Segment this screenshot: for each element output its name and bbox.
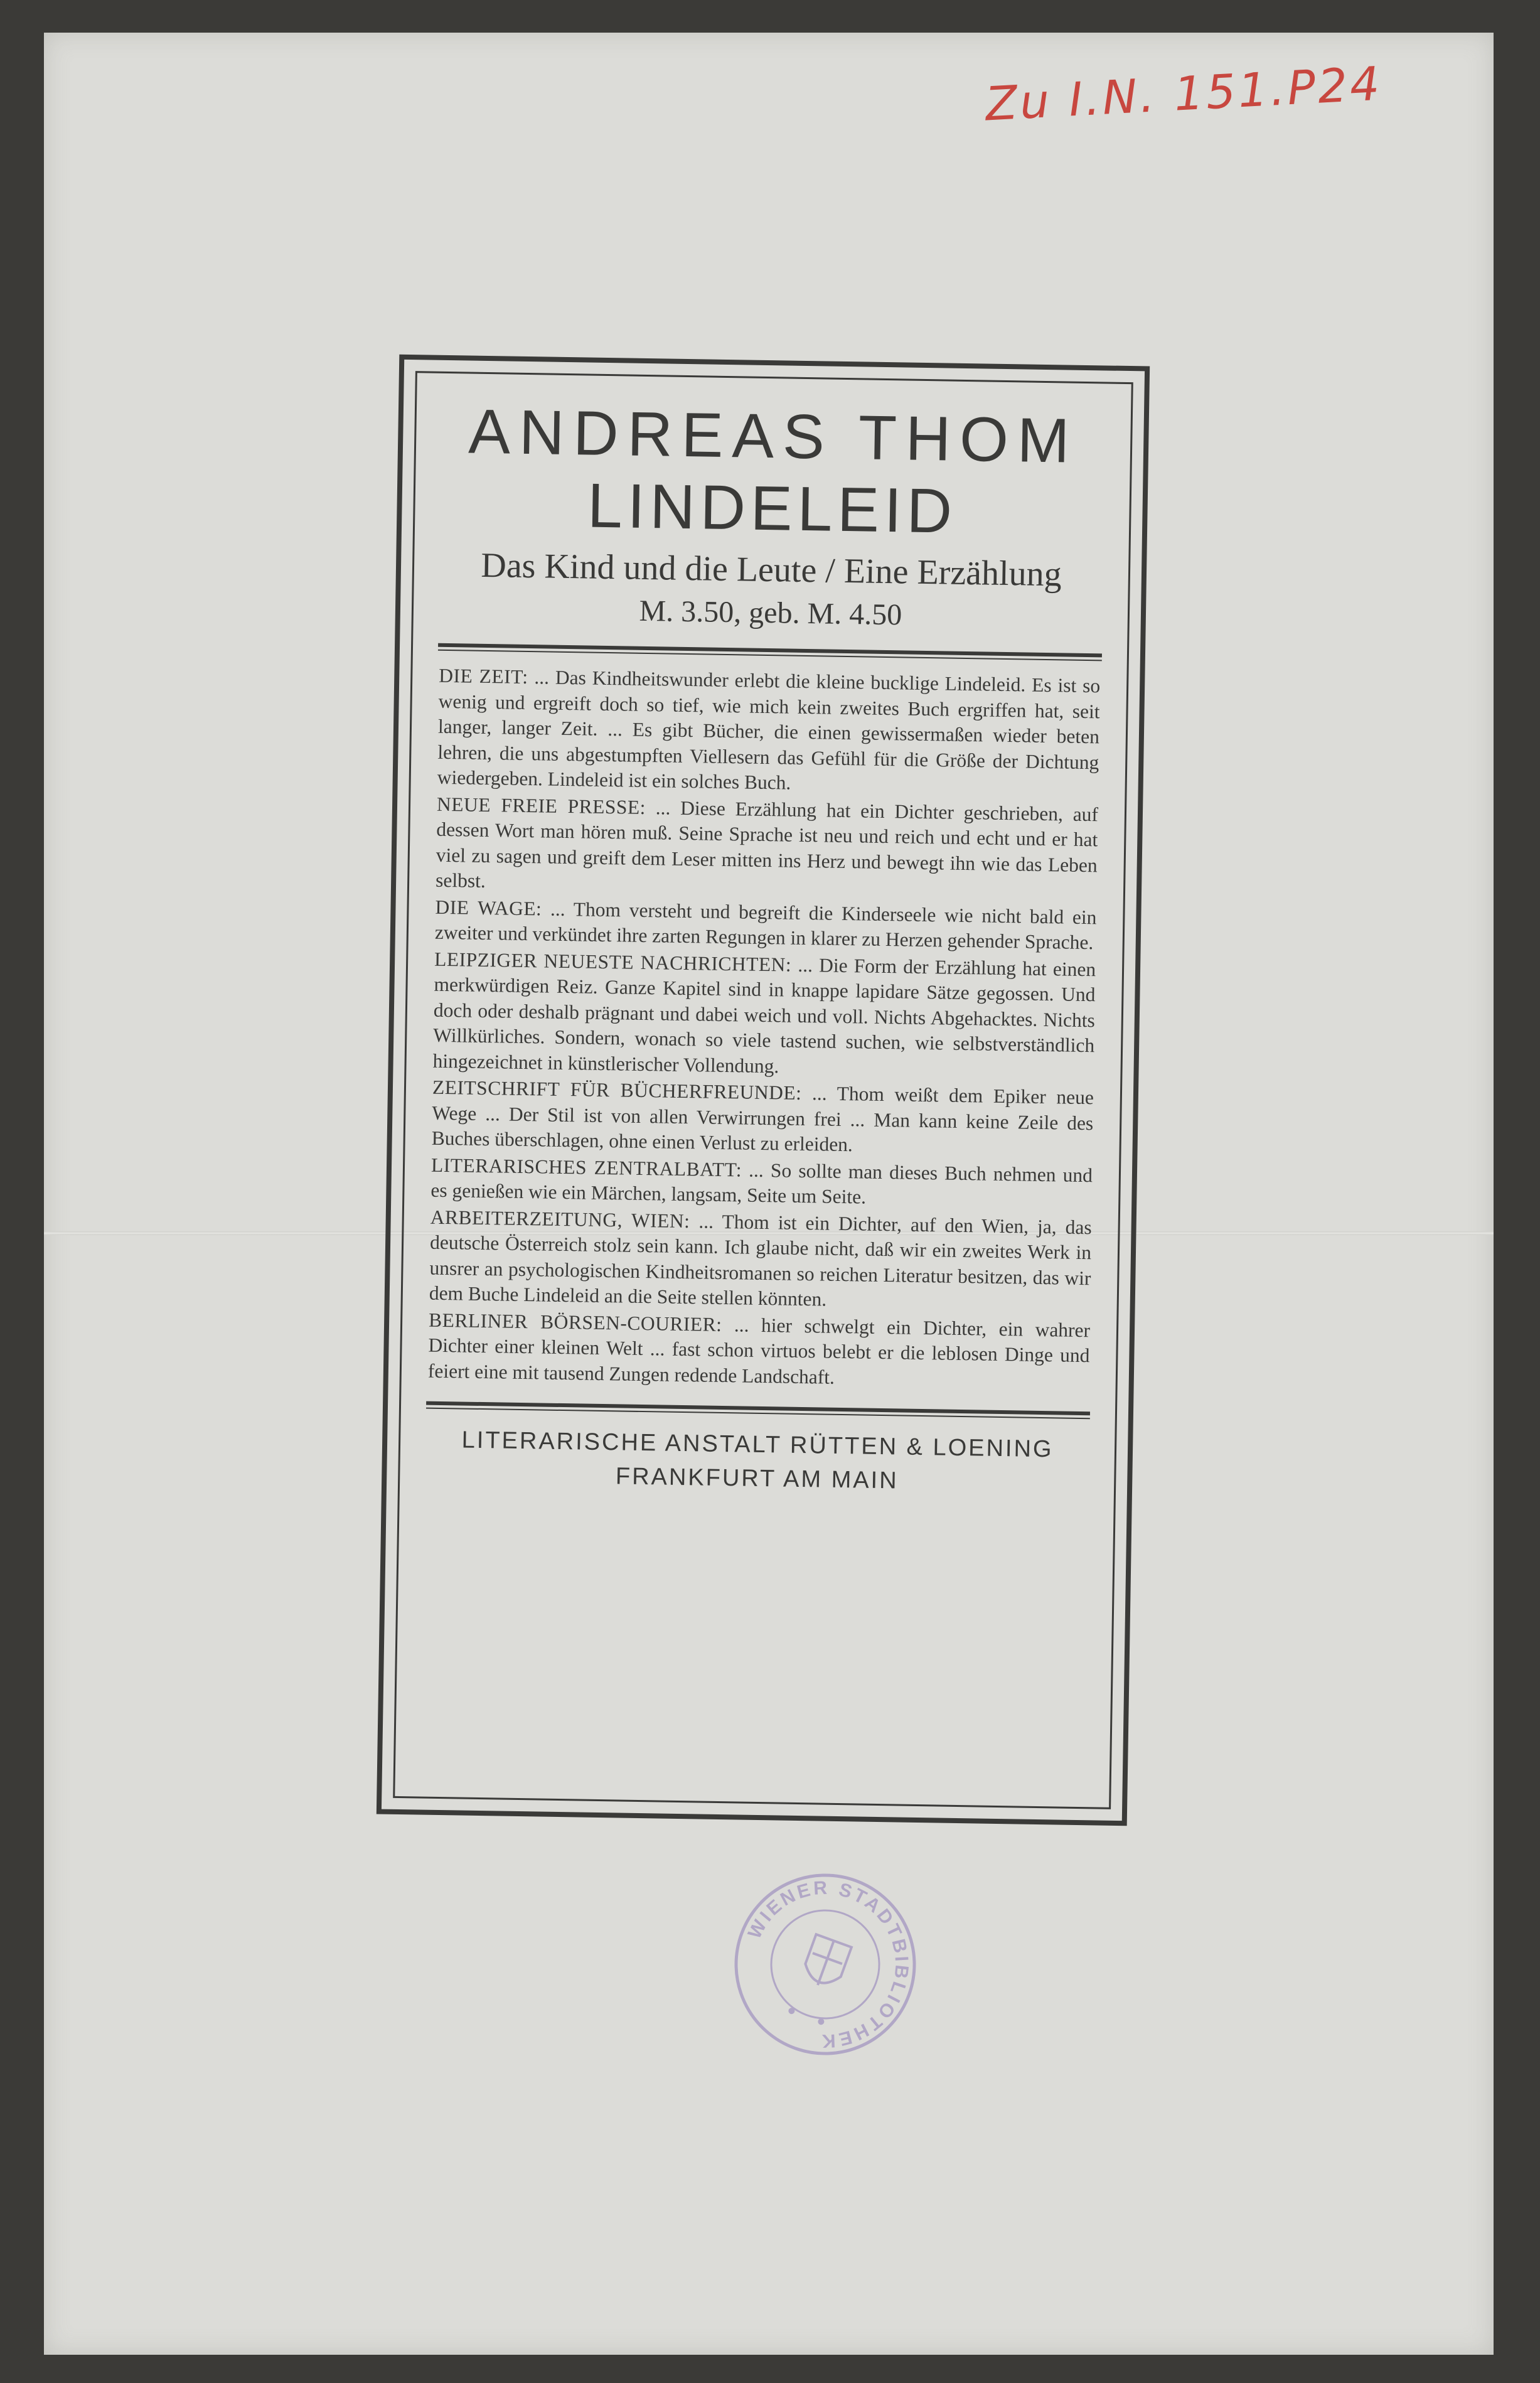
book-title: LINDELEID: [587, 470, 958, 547]
review-text: ... Thom weißt dem Epiker neue Wege ... Der Stil ist von allen Verwirrungen frei ... Man kann keine Zeile des Buches überschlagen, ohne einen Verlust zu erleiden.: [431, 1082, 1094, 1156]
advertisement-content: [393, 371, 1133, 1809]
divider-top: [438, 643, 1102, 661]
review-item: [435, 894, 1097, 956]
review-text: ... Das Kindheitswunder erlebt die kleine bucklige Lindeleid. Es ist so wenig und ergreift doch so tief, wie mich kein zweites Buch ergriffen hat, seit langer, langer Zeit. ... Es gibt Bücher, die einen gewissermaßen wieder beten lehren, die uns abgestumpften Viellesern das Gefühl für die Größe der Dichtung wiedergeben. Lindeleid ist ein solches Buch.: [437, 666, 1101, 794]
book-price: M. 3.50, geb. M. 4.50: [639, 594, 902, 632]
review-text: ... Die Form der Erzählung hat einen merkwürdigen Reiz. Ganze Kapitel sind in knappe lapidare Sätze gegossen. Und doch oder deshalb prägnant und dabei weich und voll. Nichts Abgehacktes. Nichts Willkürliches. Sondern, wonach so viele tastend suchen, wie selbstverständlich hingezeichnet in künstlerischer Vollendung.: [432, 953, 1096, 1077]
review-text: ... Thom ist ein Dichter, auf den Wien, ja, das deutsche Österreich stolz sein kann. Ich glaube nicht, daß wir ein zweites Werk in unsrer an psychologischen Kindheitsromanen so reichen Literatur besitzen, das wir dem Buche Lindeleid an die Seite stellen könnten.: [429, 1209, 1092, 1310]
divider-bottom: [426, 1401, 1090, 1420]
author-name: ANDREAS THOM: [468, 396, 1079, 476]
review-item: [432, 946, 1096, 1084]
review-item: [437, 663, 1100, 801]
review-text: ... So sollte man dieses Buch nehmen und es genießen wie ein Märchen, langsam, Seite um Seite.: [430, 1159, 1093, 1208]
review-item: [431, 1075, 1094, 1162]
publisher-city: FRANKFURT AM MAIN: [615, 1463, 899, 1494]
review-source: LITERARISCHES ZENTRALBATT:: [430, 1154, 742, 1181]
review-text: ... Thom versteht und begreift die Kinderseele wie nicht bald ein zweiter und verkündet ihre zarten Regungen in klarer zu Herzen gehender Sprache.: [434, 897, 1097, 954]
review-item: [430, 1152, 1093, 1214]
review-source: ARBEITERZEITUNG, WIEN:: [430, 1206, 690, 1232]
archive-mark: Zu I.N. 151.P24: [984, 56, 1384, 132]
publisher-name: LITERARISCHE ANSTALT RÜTTEN & LOENING: [461, 1427, 1054, 1463]
review-source: DIE ZEIT:: [439, 664, 528, 688]
review-item: [428, 1307, 1091, 1394]
advertisement-frame: [377, 355, 1150, 1826]
review-text: ... hier schwelgt ein Dichter, ein wahrer Dichter einer kleinen Welt ... fast schon virtuos belebt er die leblosen Dinge und feiert eine mit tausend Zungen redende Landschaft.: [427, 1313, 1091, 1388]
review-source: DIE WAGE:: [435, 896, 542, 919]
review-source: ZEITSCHRIFT FÜR BÜCHERFREUNDE:: [432, 1076, 802, 1104]
review-source: BERLINER BÖRSEN-COURIER:: [428, 1309, 722, 1336]
review-item: [429, 1204, 1092, 1317]
stamp-text: WIENER STADTBIBLIOTHEK: [744, 1877, 912, 2052]
book-subtitle: Das Kind und die Leute / Eine Erzählung: [480, 545, 1062, 594]
coat-of-arms-icon: [800, 1934, 852, 1991]
review-source: NEUE FREIE PRESSE:: [436, 793, 646, 818]
review-source: LEIPZIGER NEUESTE NACHRICHTEN:: [434, 948, 792, 976]
reviews-list: [423, 663, 1106, 1395]
review-text: ... Diese Erzählung hat ein Dichter geschrieben, auf dessen Wort man hören muß. Seine Sprache ist neu und reich und echt und er hat viel zu sagen und greift dem Leser mitten ins Herz und bewegt ihn wie das Leben selbst.: [435, 796, 1099, 892]
review-item: [436, 791, 1098, 904]
